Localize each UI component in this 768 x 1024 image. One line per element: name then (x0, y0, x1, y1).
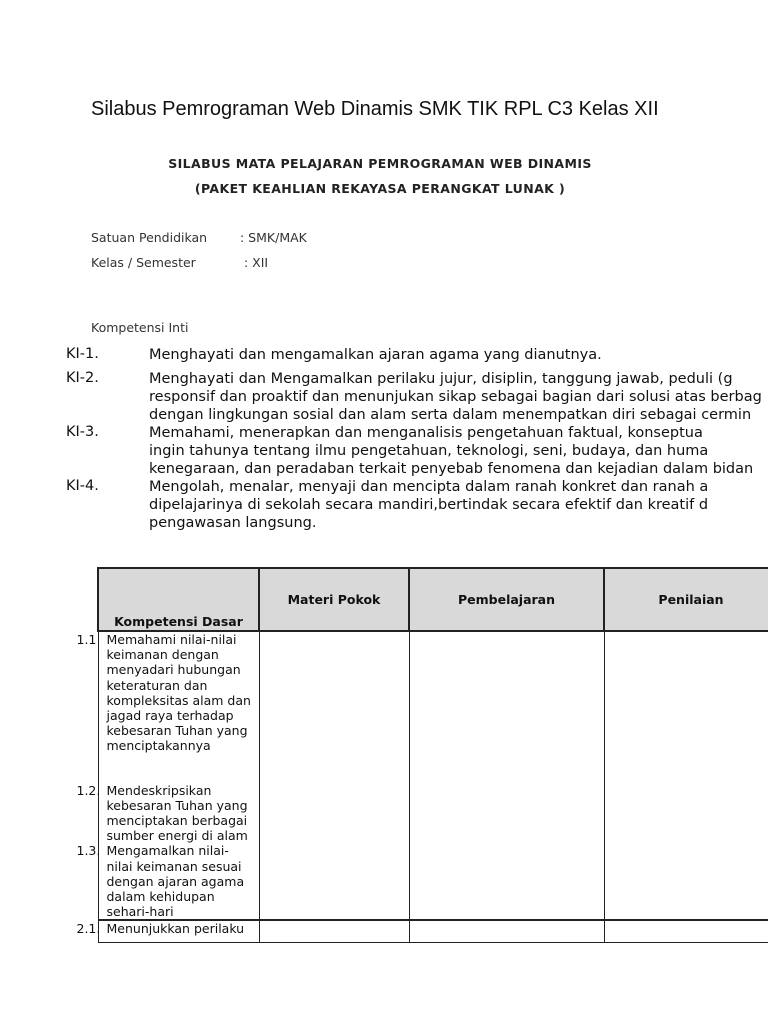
kd-line: kompleksitas alam dan (106, 692, 251, 708)
pembelajaran-cell (409, 920, 604, 942)
kd-line: dengan ajaran agama (106, 873, 245, 889)
ki-line: dengan lingkungan sosial dan alam serta dalam menempatkan diri sebagai cermin (149, 407, 752, 423)
materi-pokok-cell (259, 631, 409, 920)
kelas-semester-label: Kelas / Semester (91, 255, 196, 270)
kd-line: Memahami nilai-nilai (106, 632, 237, 647)
kd-number: 2.1. (76, 921, 101, 937)
kelas-semester-value: : XII (244, 255, 269, 270)
ki-line: ingin tahunya tentang ilmu pengetahuan, teknologi, seni, budaya, dan huma (149, 443, 709, 459)
syllabus-heading: SILABUS MATA PELAJARAN PEMROGRAMAN WEB DINAMIS (168, 156, 592, 171)
syllabus-subheading: (PAKET KEAHLIAN REKAYASA PERANGKAT LUNAK ) (194, 181, 566, 196)
ki-line: Menghayati dan mengamalkan ajaran agama yang dianutnya. (149, 347, 602, 363)
kd-number: 1.2. (76, 782, 101, 798)
ki-line: Mengolah, menalar, menyaji dan mencipta dalam ranah konkret dan ranah a (149, 479, 709, 495)
kd-line: sumber energi di alam (106, 828, 248, 844)
kd-line: sehari-hari (106, 904, 174, 920)
kd-line: menciptakannya (106, 738, 211, 754)
ki-line: responsif dan proaktif dan menunjukan sikap sebagai bagian dari solusi atas berbag (149, 389, 762, 405)
kd-line: kebesaran Tuhan yang (106, 797, 248, 813)
table-row (98, 631, 768, 920)
kd-item (76, 632, 259, 754)
header-penilaian: Penilaian (604, 568, 768, 631)
kd-item (76, 843, 259, 920)
ki-code: KI-3. (66, 424, 99, 440)
kd-line: nilai keimanan sesuai (106, 858, 242, 874)
kd-line: Mengamalkan nilai- (106, 843, 229, 859)
kd-line: menciptakan berbagai (106, 813, 248, 829)
kd-line: keteraturan dan (106, 677, 208, 693)
ki-line: kenegaraan, dan peradaban terkait penyebab fenomena dan kejadian dalam bidan (149, 461, 754, 477)
header-kompetensi-dasar: Kompetensi Dasar (98, 568, 259, 631)
kompetensi-dasar-cell (76, 631, 259, 920)
satuan-pendidikan-label: Satuan Pendidikan (91, 230, 208, 245)
table-header-row (98, 568, 768, 631)
kd-line: keimanan dengan (106, 647, 219, 663)
ki-code: KI-1. (66, 346, 99, 362)
syllabus-table (76, 567, 768, 943)
kd-item (76, 921, 259, 937)
document-title: Silabus Pemrograman Web Dinamis SMK TIK RPL C3 Kelas XII (91, 98, 659, 120)
header-pembelajaran: Pembelajaran (409, 568, 604, 631)
kompetensi-dasar-cell (76, 920, 259, 942)
ki-line: pengawasan langsung. (149, 515, 317, 531)
kd-line: jagad raya terhadap (106, 708, 234, 724)
ki-code: KI-4. (66, 478, 99, 494)
kd-number: 1.1 (76, 632, 97, 647)
kd-item (76, 782, 259, 844)
pembelajaran-cell (409, 631, 604, 920)
ki-description (149, 370, 768, 424)
kompetensi-inti-label: Kompetensi Inti (91, 320, 189, 335)
materi-pokok-cell (259, 920, 409, 942)
ki-line: Memahami, menerapkan dan menganalisis pengetahuan faktual, konseptua (149, 425, 703, 441)
ki-description (149, 478, 768, 532)
ki-line: dipelajarinya di sekolah secara mandiri,bertindak secara efektif dan kreatif d (149, 497, 709, 513)
kd-number: 1.3. (76, 843, 101, 859)
ki-description (149, 346, 768, 364)
kd-line: dalam kehidupan (106, 889, 215, 905)
penilaian-cell (604, 920, 768, 942)
satuan-pendidikan-value: : SMK/MAK (240, 230, 307, 245)
kd-line: Menunjukkan perilaku (106, 921, 245, 937)
ki-code: KI-2. (66, 370, 99, 386)
penilaian-cell (604, 631, 768, 920)
kd-line: menyadari hubungan (106, 662, 241, 678)
ki-description (149, 424, 768, 478)
table-row (98, 920, 768, 942)
kd-line: Mendeskripsikan (106, 782, 212, 798)
kd-line: kebesaran Tuhan yang (106, 723, 248, 739)
header-materi-pokok: Materi Pokok (259, 568, 409, 631)
ki-line: Menghayati dan Mengamalkan perilaku jujur, disiplin, tanggung jawab, peduli (g (149, 371, 733, 387)
